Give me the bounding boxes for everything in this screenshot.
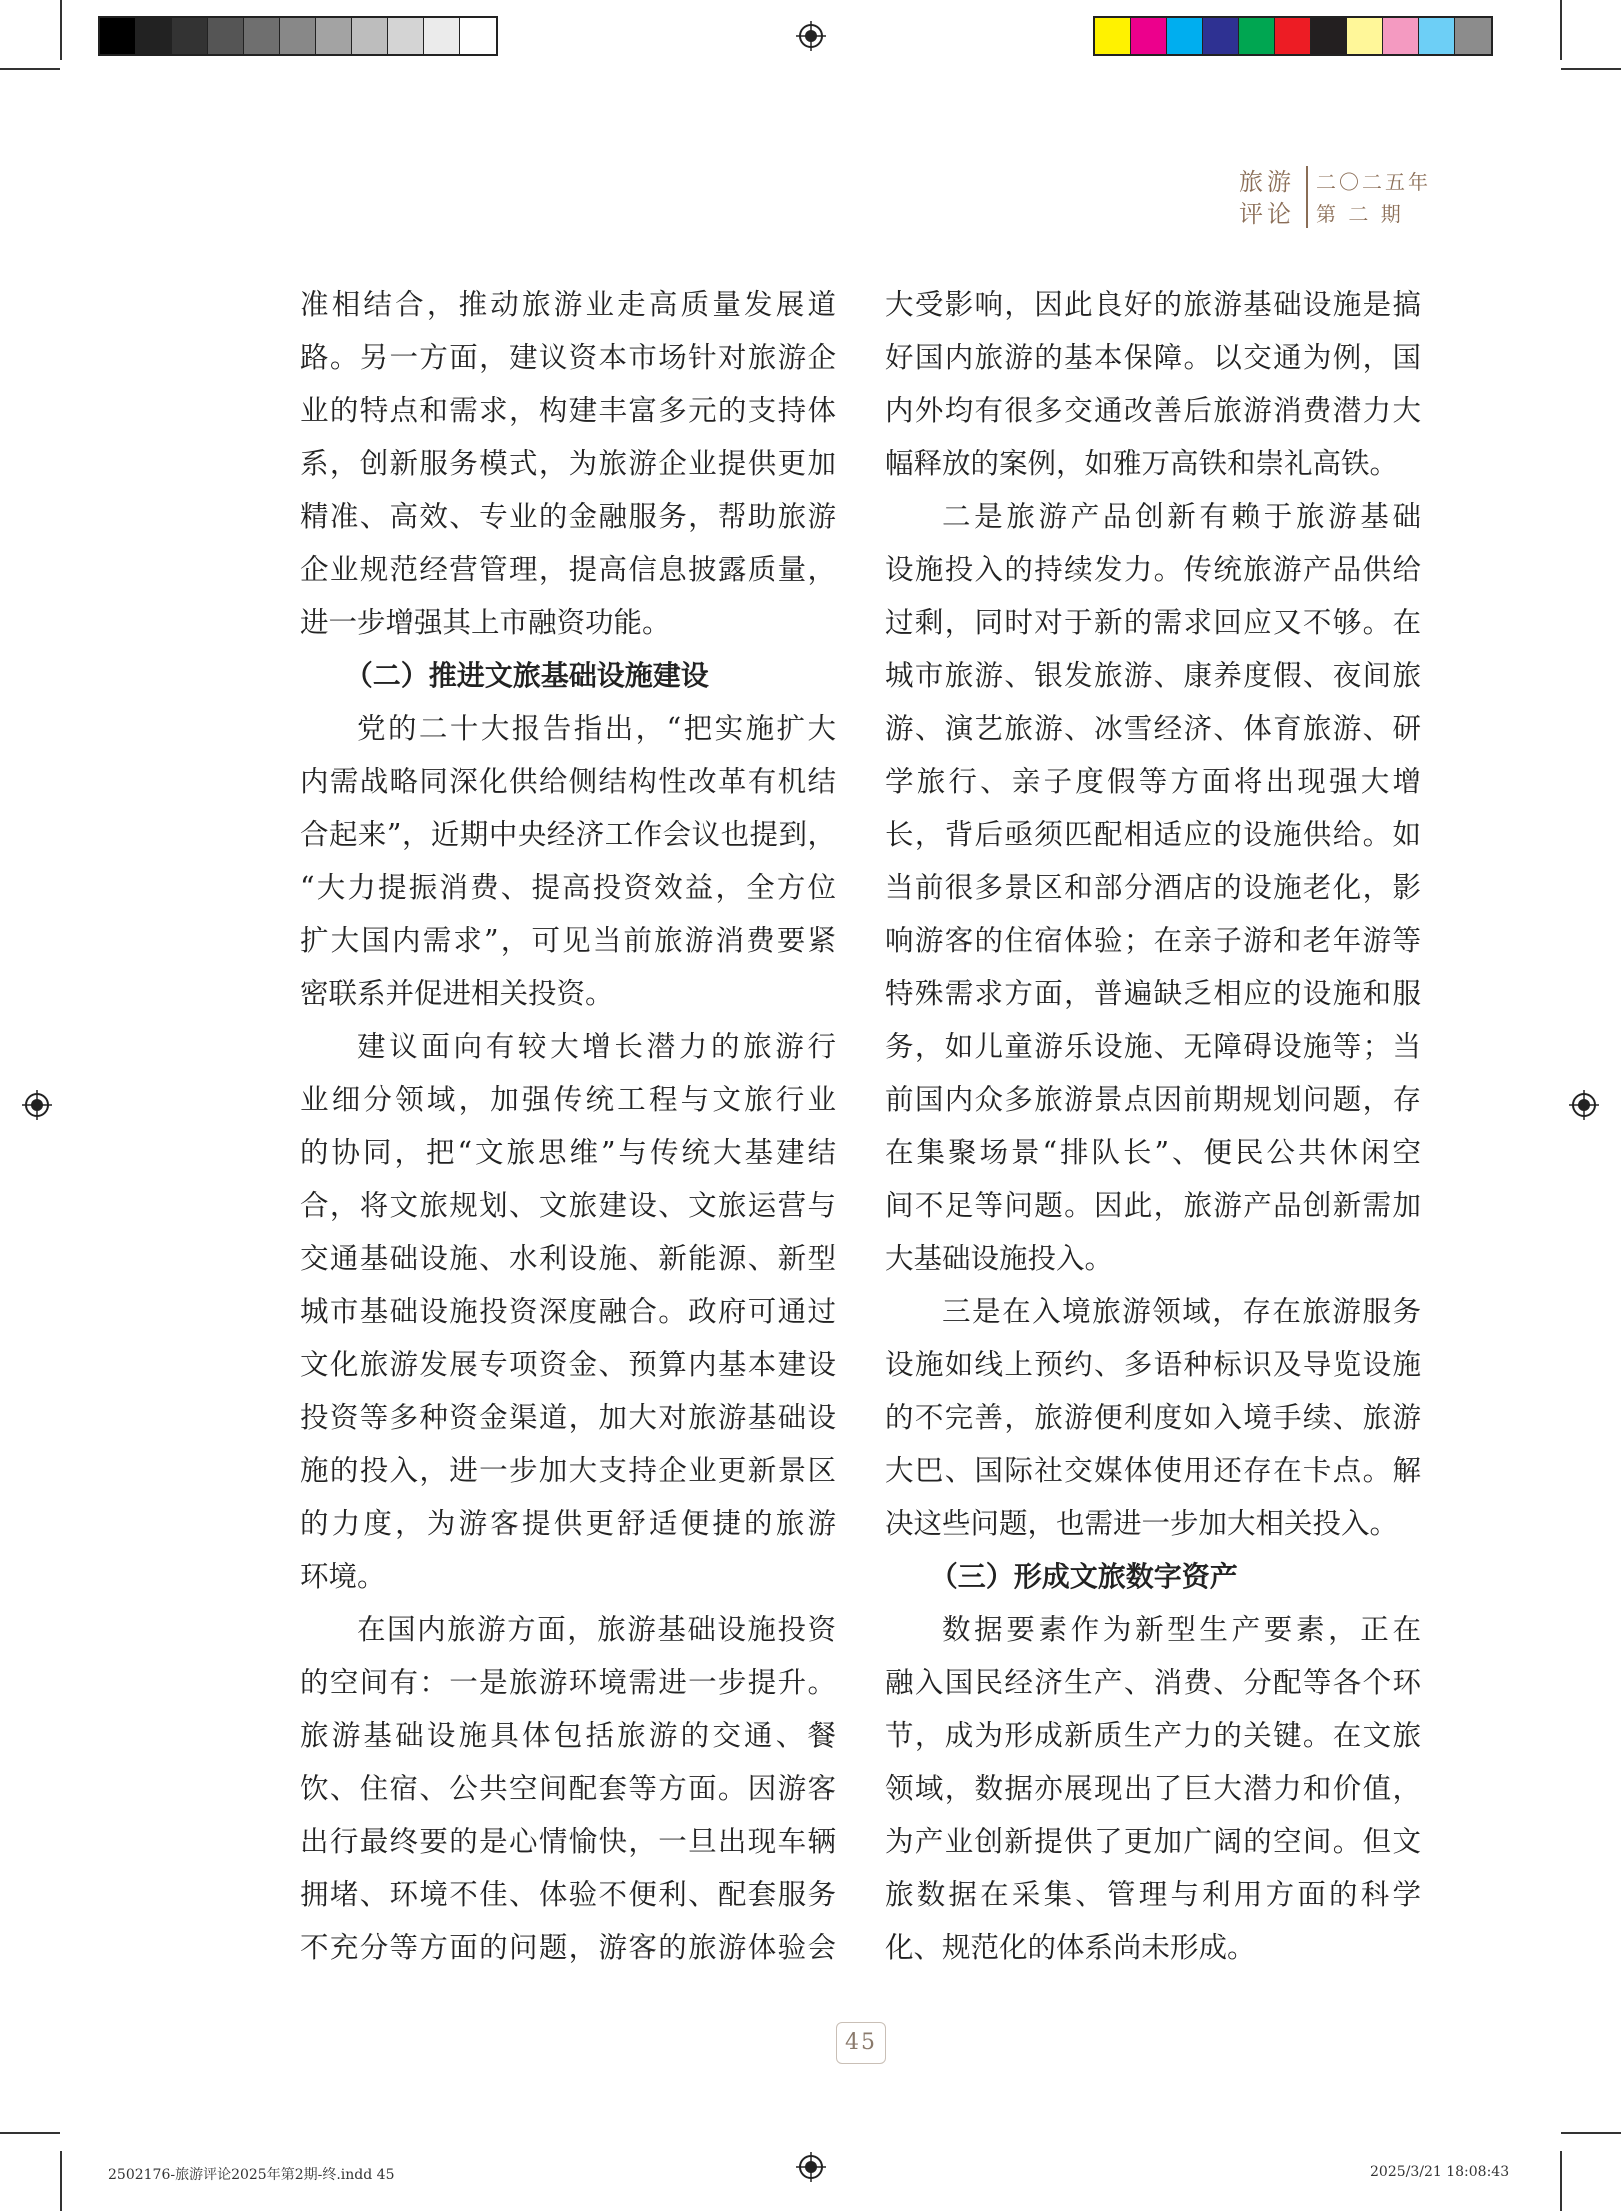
text-line: 的不完善，旅游便利度如入境手续、旅游 [885,1401,1421,1434]
color-swatch [244,18,280,54]
text-line: 交通基础设施、水利设施、新能源、新型 [300,1242,836,1275]
crop-mark [1561,2132,1621,2134]
text-line: 业细分领域，加强传统工程与文旅行业 [300,1083,836,1116]
text-line: 旅数据在采集、管理与利用方面的科学 [885,1878,1421,1911]
text-line: 好国内旅游的基本保障。以交通为例，国 [885,341,1421,374]
crop-mark [1561,68,1621,70]
color-swatch [1275,18,1311,54]
text-line: 系，创新服务模式，为旅游企业提供更加 [300,447,836,480]
text-line: 拥堵、环境不佳、体验不便利、配套服务 [300,1878,836,1911]
issue-info [1316,166,1431,230]
text-line: 企业规范经营管理，提高信息披露质量， [300,553,836,586]
text-line: 决这些问题，也需进一步加大相关投入。 [885,1507,1399,1540]
text-line: 扩大国内需求”，可见当前旅游消费要紧 [300,924,836,957]
text-line: 学旅行、亲子度假等方面将出现强大增 [885,765,1421,798]
text-line: 的力度，为游客提供更舒适便捷的旅游 [300,1507,836,1540]
registration-mark-icon [22,1090,52,1120]
text-line: 前国内众多旅游景点因前期规划问题，存 [885,1083,1421,1116]
text-line: 间不足等问题。因此，旅游产品创新需加 [885,1189,1421,1222]
crop-mark [60,2151,62,2211]
journal-name-line2: 评论 [1239,200,1295,228]
section-heading: （三）形成文旅数字资产 [929,1560,1238,1593]
text-line: 领域，数据亦展现出了巨大潜力和价值， [885,1772,1421,1805]
slug-timestamp: 2025/3/21 18:08:43 [1370,2164,1510,2180]
text-line: 在国内旅游方面，旅游基础设施投资 [357,1613,836,1646]
text-line: 饮、住宿、公共空间配套等方面。因游客 [300,1772,836,1805]
color-swatch [1347,18,1383,54]
text-line: 融入国民经济生产、消费、分配等各个环 [885,1666,1421,1699]
text-line: 施的投入，进一步加大支持企业更新景区 [300,1454,836,1487]
text-line: 旅游基础设施具体包括旅游的交通、餐 [300,1719,836,1752]
color-swatch [1419,18,1455,54]
text-line: 为产业创新提供了更加广阔的空间。但文 [885,1825,1421,1858]
text-line: 内需战略同深化供给侧结构性改革有机结 [300,765,836,798]
page-number: 45 [836,2022,886,2064]
color-calibration-bar [1093,16,1493,56]
text-line: 过剩，同时对于新的需求回应又不够。在 [885,606,1421,639]
text-line: 大巴、国际社交媒体使用还存在卡点。解 [885,1454,1421,1487]
text-line: 合，将文旅规划、文旅建设、文旅运营与 [300,1189,836,1222]
text-line: 二是旅游产品创新有赖于旅游基础 [942,500,1421,533]
crop-mark [0,68,60,70]
text-line: 文化旅游发展专项资金、预算内基本建设 [300,1348,836,1381]
text-line: 内外均有很多交通改善后旅游消费潜力大 [885,394,1421,427]
grayscale-calibration-bar [98,16,498,56]
text-line: 数据要素作为新型生产要素，正在 [942,1613,1421,1646]
text-line: 幅释放的案例，如雅万高铁和崇礼高铁。 [885,447,1399,480]
color-swatch [1239,18,1275,54]
text-line: 业的特点和需求，构建丰富多元的支持体 [300,394,836,427]
text-line: 城市基础设施投资深度融合。政府可通过 [300,1295,836,1328]
text-line: 化、规范化的体系尚未形成。 [885,1931,1256,1964]
color-swatch [1383,18,1419,54]
text-line: 务，如儿童游乐设施、无障碍设施等；当 [885,1030,1421,1063]
color-swatch [1455,18,1491,54]
color-swatch [1131,18,1167,54]
text-line: 精准、高效、专业的金融服务，帮助旅游 [300,500,836,533]
text-line: 建议面向有较大增长潜力的旅游行 [357,1030,836,1063]
color-swatch [424,18,460,54]
crop-mark [60,0,62,60]
issue-number: 第 二 期 [1316,202,1404,226]
color-swatch [352,18,388,54]
text-line: 党的二十大报告指出，“把实施扩大 [357,712,836,745]
color-swatch [280,18,316,54]
text-line: 游、演艺旅游、冰雪经济、体育旅游、研 [885,712,1421,745]
text-line: 节，成为形成新质生产力的关键。在文旅 [885,1719,1421,1752]
text-line: “大力提振消费、提高投资效益，全方位 [300,871,836,904]
text-line: 的协同，把“文旅思维”与传统大基建结 [300,1136,836,1169]
text-line: 环境。 [300,1560,386,1593]
text-line: 设施投入的持续发力。传统旅游产品供给 [885,553,1421,586]
text-line: 密联系并促进相关投资。 [300,977,614,1010]
text-line: 当前很多景区和部分酒店的设施老化，影 [885,871,1421,904]
text-line: 不充分等方面的问题，游客的旅游体验会 [300,1931,836,1964]
text-line: 三是在入境旅游领域，存在旅游服务 [942,1295,1421,1328]
color-swatch [100,18,136,54]
color-swatch [1311,18,1347,54]
text-line: 响游客的住宿体验；在亲子游和老年游等 [885,924,1421,957]
journal-name [1235,166,1299,230]
color-swatch [1167,18,1203,54]
left-text-column [300,278,836,1974]
header-divider [1306,166,1308,228]
issue-year: 二〇二五年 [1316,170,1431,194]
text-line: 路。另一方面，建议资本市场针对旅游企 [300,341,836,374]
color-swatch [460,18,496,54]
text-line: 合起来”，近期中央经济工作会议也提到， [300,818,836,851]
color-swatch [316,18,352,54]
text-line: 长，背后亟须匹配相适应的设施供给。如 [885,818,1421,851]
section-heading: （二）推进文旅基础设施建设 [344,659,709,692]
crop-mark [1560,2151,1562,2211]
registration-mark-icon [796,21,826,51]
color-swatch [136,18,172,54]
text-line: 大受影响，因此良好的旅游基础设施是搞 [885,288,1421,321]
text-line: 进一步增强其上市融资功能。 [300,606,671,639]
color-swatch [172,18,208,54]
right-text-column [885,278,1421,1974]
text-line: 大基础设施投入。 [885,1242,1114,1275]
color-swatch [388,18,424,54]
text-line: 出行最终要的是心情愉快，一旦出现车辆 [300,1825,836,1858]
color-swatch [1095,18,1131,54]
text-line: 特殊需求方面，普遍缺乏相应的设施和服 [885,977,1421,1010]
text-line: 准相结合，推动旅游业走高质量发展道 [300,288,836,321]
color-swatch [208,18,244,54]
text-line: 在集聚场景“排队长”、便民公共休闲空 [885,1136,1421,1169]
slug-file-info: 2502176-旅游评论2025年第2期-终.indd 45 [108,2167,395,2183]
journal-name-line1: 旅游 [1239,168,1295,196]
crop-mark [0,2132,60,2134]
text-line: 城市旅游、银发旅游、康养度假、夜间旅 [885,659,1421,692]
color-swatch [1203,18,1239,54]
text-line: 设施如线上预约、多语种标识及导览设施 [885,1348,1421,1381]
text-line: 的空间有：一是旅游环境需进一步提升。 [300,1666,836,1699]
registration-mark-icon [796,2152,826,2182]
crop-mark [1560,0,1562,60]
text-line: 投资等多种资金渠道，加大对旅游基础设 [300,1401,836,1434]
registration-mark-icon [1569,1090,1599,1120]
